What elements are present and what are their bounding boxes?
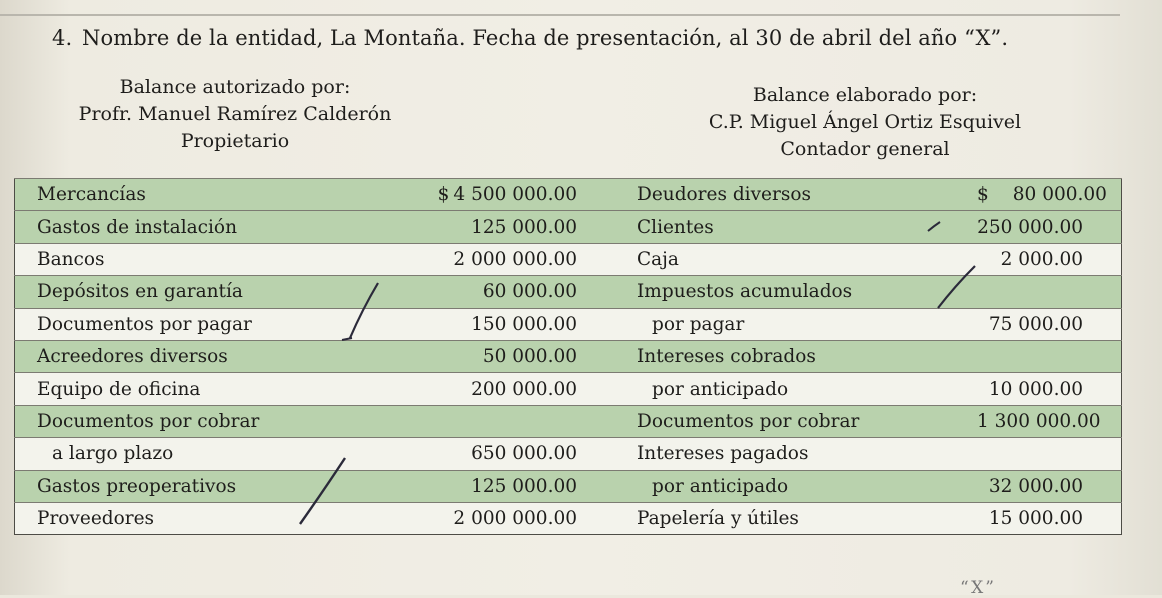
right-account-label: por pagar xyxy=(652,313,745,335)
account-row xyxy=(15,340,1122,372)
left-account-label: Bancos xyxy=(37,248,105,270)
right-account-amount xyxy=(967,502,1122,534)
right-account-label: Impuestos acumulados xyxy=(637,281,853,303)
left-amount-value: 150 000.00 xyxy=(471,313,577,335)
right-account-label: Papelería y útiles xyxy=(637,508,799,530)
left-account-label: Depósitos en garantía xyxy=(37,281,243,303)
right-account-label: Caja xyxy=(637,248,679,270)
left-account-label: Acreedores diversos xyxy=(37,346,228,368)
right-amount-value: 32 000.00 xyxy=(988,475,1083,497)
right-account-amount xyxy=(967,470,1122,502)
right-account-amount xyxy=(967,276,1122,308)
left-account-label: Proveedores xyxy=(37,508,155,530)
right-account-label: Documentos por cobrar xyxy=(637,410,860,432)
left-account-name xyxy=(15,470,408,502)
authorized-role: Propietario xyxy=(180,130,290,152)
account-row xyxy=(15,502,1122,534)
right-account-label: por anticipado xyxy=(652,378,789,400)
prepared-block xyxy=(700,82,1030,163)
right-amount-value: 80 000.00 xyxy=(1012,184,1107,206)
left-account-amount xyxy=(407,243,587,275)
problem-number: 4. xyxy=(52,26,73,50)
right-account-name xyxy=(587,502,967,534)
left-account-name xyxy=(15,502,408,534)
account-row xyxy=(15,179,1122,211)
left-account-label: a largo plazo xyxy=(52,443,174,465)
left-account-amount xyxy=(407,308,587,340)
authorized-label: Balance autorizado por: xyxy=(119,76,351,98)
left-account-amount xyxy=(407,211,587,243)
left-account-amount xyxy=(407,276,587,308)
currency-sign: $ xyxy=(977,184,989,206)
left-account-label: Documentos por pagar xyxy=(37,313,252,335)
account-row xyxy=(15,373,1122,405)
right-account-label: Intereses cobrados xyxy=(637,346,816,368)
top-rule xyxy=(0,0,1120,16)
right-amount-value: 15 000.00 xyxy=(988,508,1083,530)
right-amount-value: 75 000.00 xyxy=(988,313,1083,335)
left-amount-value: 4 500 000.00 xyxy=(453,184,577,206)
left-amount-value: 200 000.00 xyxy=(471,378,577,400)
right-account-name xyxy=(587,308,967,340)
problem-text: Nombre de la entidad, La Montaña. Fecha de presentación, al 30 de abril del año “X”. xyxy=(82,26,1009,50)
right-account-label: por anticipado xyxy=(652,475,789,497)
right-amount-value: 250 000.00 xyxy=(977,216,1083,238)
prepared-name: C.P. Miguel Ángel Ortiz Esquivel xyxy=(708,111,1022,133)
left-account-label: Mercancías xyxy=(37,184,146,206)
left-account-label: Documentos por cobrar xyxy=(37,410,260,432)
problem-statement xyxy=(52,26,1008,50)
right-account-amount xyxy=(967,308,1122,340)
right-account-amount xyxy=(967,179,1122,211)
account-row xyxy=(15,470,1122,502)
left-account-amount xyxy=(407,502,587,534)
account-row xyxy=(15,243,1122,275)
right-account-name xyxy=(587,211,967,243)
left-account-amount xyxy=(407,179,587,211)
right-account-label: Clientes xyxy=(637,216,714,238)
right-account-name xyxy=(587,470,967,502)
right-account-name xyxy=(587,243,967,275)
right-account-amount xyxy=(967,340,1122,372)
account-row xyxy=(15,438,1122,470)
right-amount-value: 10 000.00 xyxy=(988,378,1083,400)
right-account-label: Intereses pagados xyxy=(637,443,809,465)
left-account-amount xyxy=(407,438,587,470)
left-amount-value: 650 000.00 xyxy=(471,443,577,465)
left-account-label: Gastos preoperativos xyxy=(37,475,237,497)
account-row xyxy=(15,276,1122,308)
right-account-name xyxy=(587,373,967,405)
left-account-name xyxy=(15,243,408,275)
account-row xyxy=(15,211,1122,243)
right-account-label: Deudores diversos xyxy=(637,184,811,206)
right-account-amount xyxy=(967,405,1122,437)
left-account-name xyxy=(15,405,408,437)
right-account-name xyxy=(587,340,967,372)
right-account-name xyxy=(587,438,967,470)
left-amount-value: 60 000.00 xyxy=(482,281,577,303)
right-account-name xyxy=(587,405,967,437)
left-account-amount xyxy=(407,470,587,502)
left-account-name xyxy=(15,308,408,340)
left-amount-value: 50 000.00 xyxy=(482,346,577,368)
authorized-block xyxy=(60,74,410,155)
left-account-name xyxy=(15,438,408,470)
authorized-name: Profr. Manuel Ramírez Calderón xyxy=(78,103,392,125)
left-amount-value: 2 000 000.00 xyxy=(453,248,577,270)
left-account-amount xyxy=(407,340,587,372)
left-account-name xyxy=(15,340,408,372)
left-amount-value: 2 000 000.00 xyxy=(453,508,577,530)
left-account-name xyxy=(15,373,408,405)
left-account-name xyxy=(15,211,408,243)
right-account-name xyxy=(587,179,967,211)
right-account-name xyxy=(587,276,967,308)
right-account-amount xyxy=(967,438,1122,470)
right-amount-value: 2 000.00 xyxy=(1000,248,1083,270)
right-account-amount xyxy=(967,211,1122,243)
left-account-label: Equipo de oficina xyxy=(37,378,201,400)
account-row xyxy=(15,405,1122,437)
left-account-name xyxy=(15,179,408,211)
footer-fragment: “X” xyxy=(960,578,996,598)
left-amount-value: 125 000.00 xyxy=(471,216,577,238)
account-row xyxy=(15,308,1122,340)
prepared-label: Balance elaborado por: xyxy=(752,84,978,106)
left-account-amount xyxy=(407,405,587,437)
left-amount-value: 125 000.00 xyxy=(471,475,577,497)
left-account-label: Gastos de instalación xyxy=(37,216,237,238)
left-account-amount xyxy=(407,373,587,405)
currency-sign: $ xyxy=(437,184,450,206)
left-account-name xyxy=(15,276,408,308)
right-account-amount xyxy=(967,373,1122,405)
right-account-amount xyxy=(967,243,1122,275)
accounts-table xyxy=(14,178,1122,535)
right-amount-value: 1 300 000.00 xyxy=(977,410,1101,432)
prepared-role: Contador general xyxy=(780,138,950,160)
